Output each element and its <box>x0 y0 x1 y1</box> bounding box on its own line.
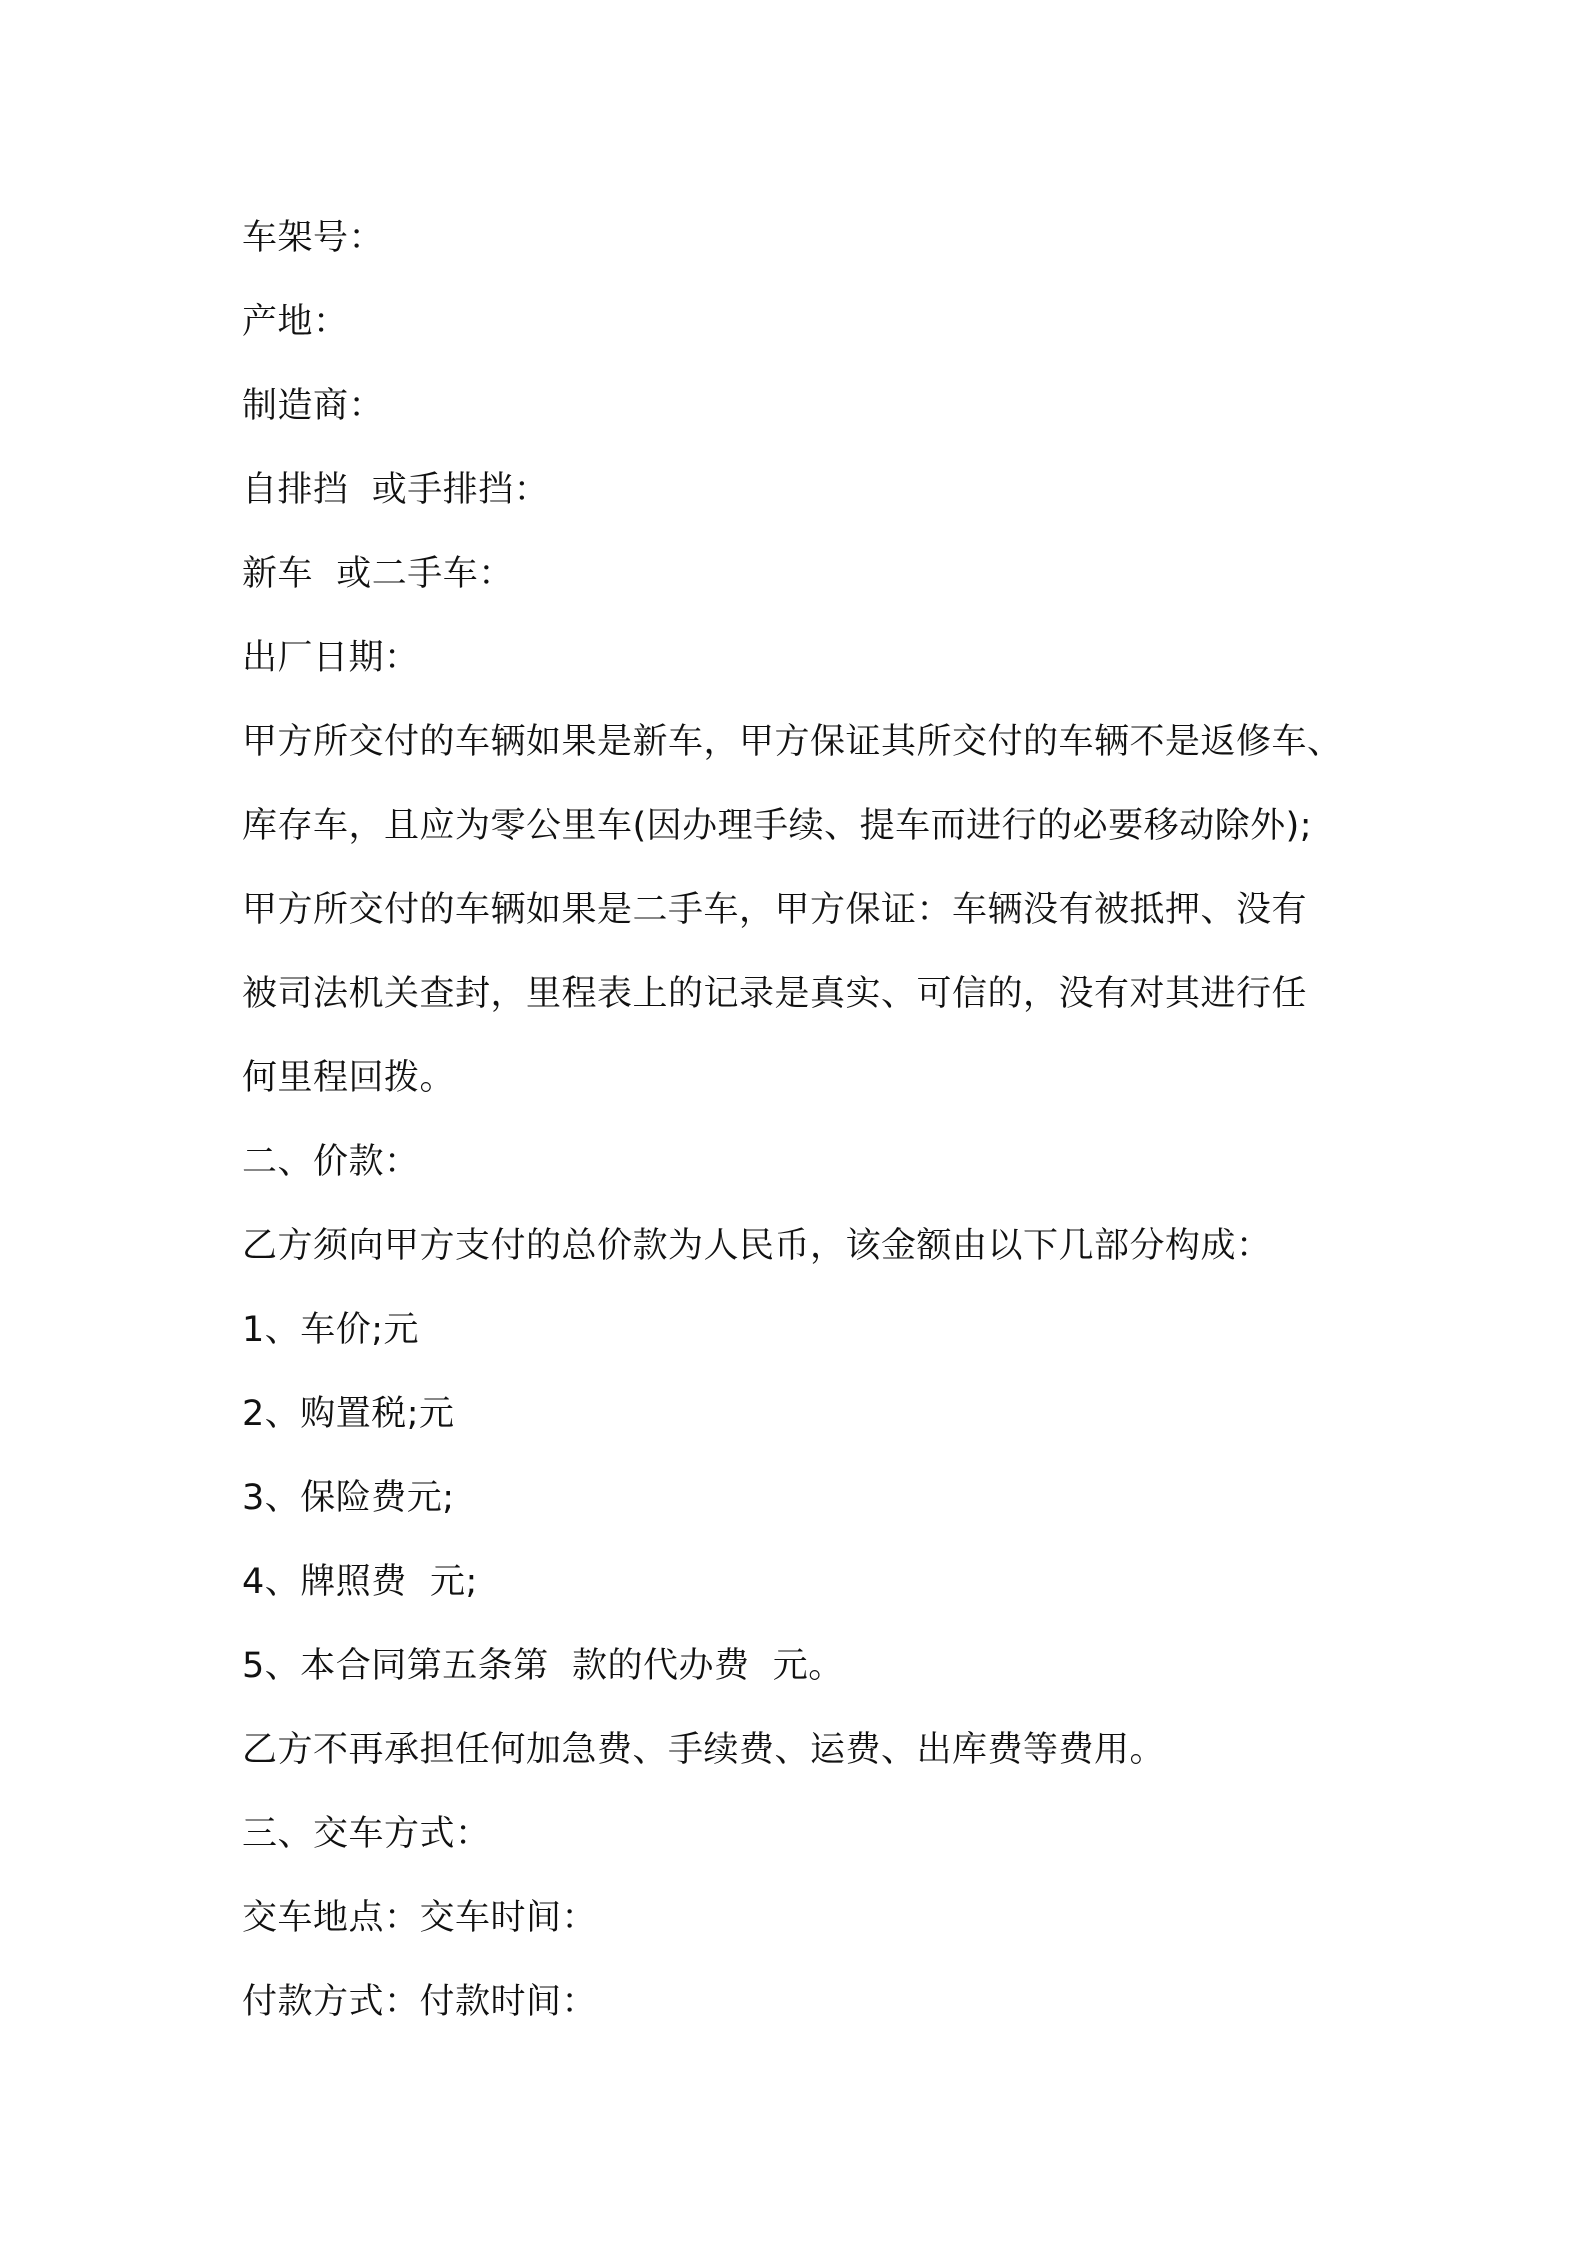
list-item-agency-fee: 5、本合同第五条第 款的代办费 元。 <box>242 1646 844 1686</box>
field-payment-method-time: 付款方式：付款时间： <box>242 1982 598 2022</box>
paragraph-new-car-line-2: 库存车，且应为零公里车(因办理手续、提车而进行的必要移动除外); <box>242 806 1313 846</box>
list-item-purchase-tax: 2、购置税;元 <box>242 1394 455 1434</box>
field-production-date: 出厂日期： <box>242 638 420 678</box>
paragraph-price-intro: 乙方须向甲方支付的总价款为人民币，该金额由以下几部分构成： <box>242 1226 1272 1266</box>
document-body <box>242 196 1392 2044</box>
paragraph-used-car-line-2: 被司法机关查封，里程表上的记录是真实、可信的，没有对其进行任 <box>242 974 1308 1014</box>
field-delivery-place-time: 交车地点：交车时间： <box>242 1898 598 1938</box>
paragraph-no-extra-fees: 乙方不再承担任何加急费、手续费、运费、出库费等费用。 <box>242 1730 1166 1770</box>
field-vin: 车架号： <box>242 218 385 258</box>
section-heading-price: 二、价款： <box>242 1142 420 1182</box>
field-origin: 产地： <box>242 302 349 342</box>
paragraph-new-car-line-1: 甲方所交付的车辆如果是新车，甲方保证其所交付的车辆不是返修车、 <box>242 722 1343 762</box>
field-new-or-used: 新车 或二手车： <box>242 554 514 594</box>
list-item-insurance: 3、保险费元; <box>242 1478 455 1518</box>
paragraph-used-car-line-1: 甲方所交付的车辆如果是二手车，甲方保证：车辆没有被抵押、没有 <box>242 890 1308 930</box>
field-transmission: 自排挡 或手排挡： <box>242 470 550 510</box>
list-item-car-price: 1、车价;元 <box>242 1310 420 1350</box>
section-heading-delivery: 三、交车方式： <box>242 1814 491 1854</box>
list-item-license-fee: 4、牌照费 元; <box>242 1562 478 1602</box>
field-manufacturer: 制造商： <box>242 386 385 426</box>
paragraph-used-car-line-3: 何里程回拨。 <box>242 1058 456 1098</box>
